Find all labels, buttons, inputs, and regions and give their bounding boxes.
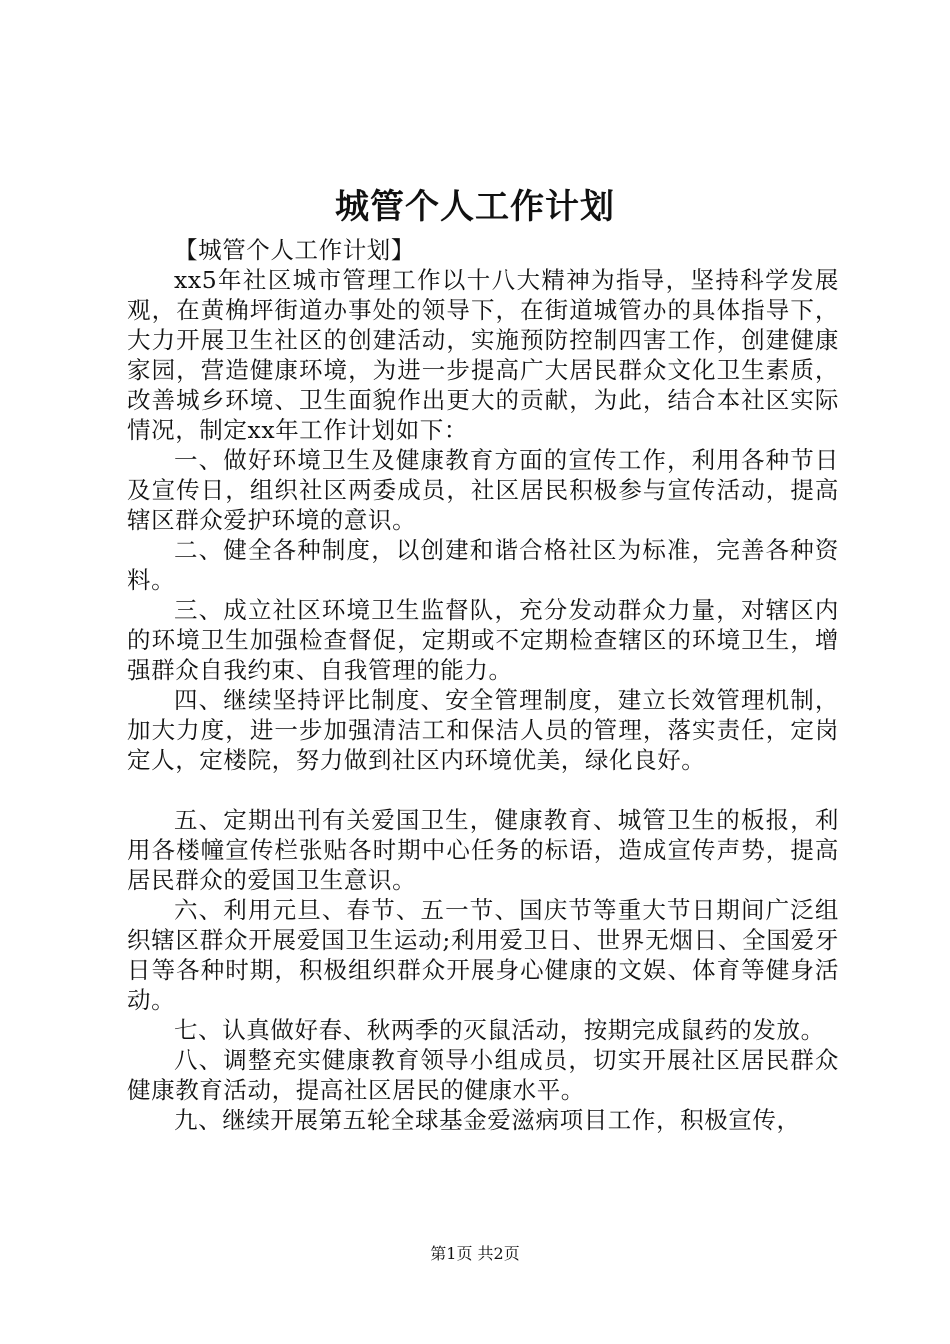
- paragraph-intro: xx5年社区城市管理工作以十八大精神为指导，坚持科学发展观，在黄桷坪街道办事处的领导下，在街道城管办的具体指导下，大力开展卫生社区的创建活动，实施预防控制四害工作，创建健康家园，营造健康环境，为进一步提高广大居民群众文化卫生素质，改善城乡环境、卫生面貌作出更大的贡献，为此，结合本社区实际情况，制定xx年工作计划如下：: [127, 266, 839, 444]
- page-number-footer: 第1页 共2页: [430, 1244, 520, 1263]
- document-body: [127, 235, 839, 1135]
- paragraph-item-4: 四、继续坚持评比制度、安全管理制度，建立长效管理机制，加大力度，进一步加强清洁工和保洁人员的管理，落实责任，定岗定人，定楼院，努力做到社区内环境优美，绿化良好。: [127, 686, 839, 774]
- paragraph-item-1: 一、做好环境卫生及健康教育方面的宣传工作，利用各种节日及宣传日，组织社区两委成员，社区居民积极参与宣传活动，提高辖区群众爱护环境的意识。: [127, 446, 839, 534]
- paragraph-item-8: 八、调整充实健康教育领导小组成员，切实开展社区居民群众健康教育活动，提高社区居民的健康水平。: [127, 1046, 839, 1104]
- paragraph-item-2: 二、健全各种制度，以创建和谐合格社区为标准，完善各种资料。: [127, 536, 839, 594]
- paragraph-item-9: 九、继续开展第五轮全球基金爱滋病项目工作，积极宣传，: [174, 1106, 801, 1134]
- paragraph-item-3: 三、成立社区环境卫生监督队，充分发动群众力量，对辖区内的环境卫生加强检查督促，定期或不定期检查辖区的环境卫生，增强群众自我约束、自我管理的能力。: [127, 596, 839, 684]
- document-title: 城管个人工作计划: [335, 187, 615, 227]
- paragraph-item-7: 七、认真做好春、秋两季的灭鼠活动，按期完成鼠药的发放。: [174, 1016, 825, 1044]
- paragraph-item-6: 六、利用元旦、春节、五一节、国庆节等重大节日期间广泛组织辖区群众开展爱国卫生运动;利用爱卫日、世界无烟日、全国爱牙日等各种时期，积极组织群众开展身心健康的文娱、体育等健身活动。: [127, 896, 839, 1014]
- paragraph-item-5: 五、定期出刊有关爱国卫生，健康教育、城管卫生的板报，利用各楼幢宣传栏张贴各时期中心任务的标语，造成宣传声势，提高居民群众的爱国卫生意识。: [127, 806, 839, 894]
- paragraph-heading: 【城管个人工作计划】: [174, 236, 415, 264]
